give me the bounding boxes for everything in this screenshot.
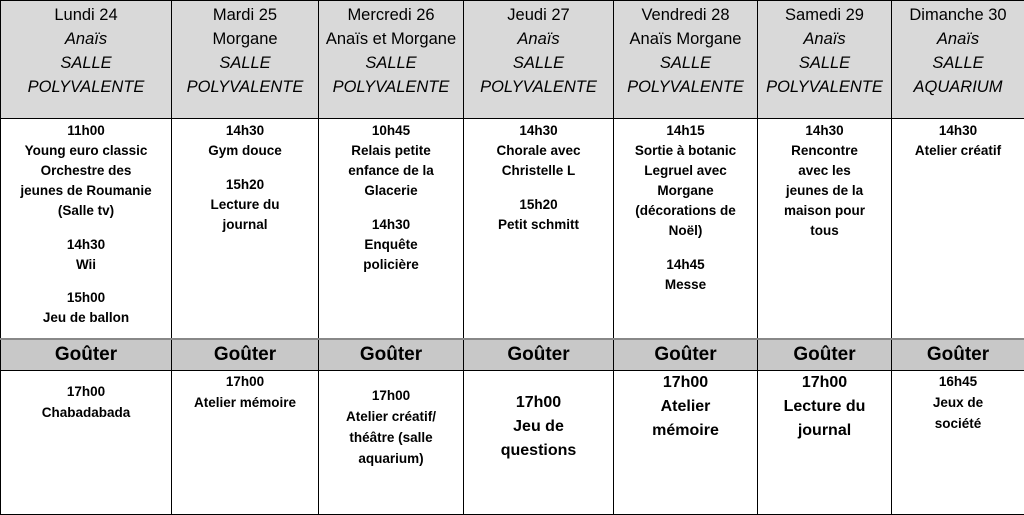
room-line: SALLE: [321, 51, 461, 75]
day-header-friday: [614, 1, 758, 119]
room-line: SALLE: [174, 51, 316, 75]
activity-line: policière: [321, 255, 461, 275]
activity-line: 14h15: [616, 121, 755, 141]
activity-line: maison pour: [760, 201, 889, 221]
gouter-row: [1, 339, 1024, 371]
activity-line: 17h00: [466, 391, 611, 415]
afternoon-thursday: [464, 370, 614, 514]
activity-line: Atelier créatif: [894, 141, 1022, 161]
spacer: [616, 241, 755, 255]
day-header-wednesday: [319, 1, 464, 119]
activity-line: mémoire: [616, 419, 755, 443]
activity-line: 14h30: [894, 121, 1022, 141]
activity-line: 14h30: [466, 121, 611, 141]
activity-line: (décorations de: [616, 201, 755, 221]
activity-line: 16h45: [894, 371, 1022, 392]
day-header-saturday: [758, 1, 892, 119]
activity-line: 14h45: [616, 255, 755, 275]
spacer: [321, 201, 461, 215]
activity-line: Rencontre: [760, 141, 889, 161]
activities-friday: [614, 119, 758, 339]
activity-line: Jeu de ballon: [3, 308, 169, 328]
activity-line: Orchestre des: [3, 161, 169, 181]
room-line: POLYVALENTE: [616, 75, 755, 99]
activity-line: journal: [174, 215, 316, 235]
day-header-thursday: [464, 1, 614, 119]
day-name: Dimanche 30: [894, 3, 1022, 27]
activity-line: Chabadabada: [3, 402, 169, 423]
day-header-sunday: [892, 1, 1024, 119]
activities-row: [1, 119, 1024, 339]
activity-line: Enquête: [321, 235, 461, 255]
activity-line: Atelier: [616, 395, 755, 419]
staff-name: Anaïs: [3, 27, 169, 51]
room-line: POLYVALENTE: [760, 75, 889, 99]
activities-saturday: [758, 119, 892, 339]
activity-line: journal: [760, 419, 889, 443]
activity-line: (Salle tv): [3, 201, 169, 221]
activity-line: société: [894, 413, 1022, 434]
activities-thursday: [464, 119, 614, 339]
day-name: Vendredi 28: [616, 3, 755, 27]
activity-line: Jeux de: [894, 392, 1022, 413]
activity-line: 17h00: [321, 385, 461, 406]
activity-line: Young euro classic: [3, 141, 169, 161]
room-line: SALLE: [3, 51, 169, 75]
spacer: [174, 161, 316, 175]
activity-line: tous: [760, 221, 889, 241]
day-header-monday: [1, 1, 172, 119]
activity-line: 11h00: [3, 121, 169, 141]
activity-line: 17h00: [174, 371, 316, 392]
gouter-label: Goûter: [614, 339, 758, 371]
room-line: SALLE: [894, 51, 1022, 75]
activity-line: Glacerie: [321, 181, 461, 201]
activity-line: Morgane: [616, 181, 755, 201]
room-line: POLYVALENTE: [3, 75, 169, 99]
gouter-label: Goûter: [758, 339, 892, 371]
activity-line: Sortie à botanic: [616, 141, 755, 161]
spacer: [3, 221, 169, 235]
activity-line: 15h00: [3, 288, 169, 308]
day-name: Jeudi 27: [466, 3, 611, 27]
day-name: Lundi 24: [3, 3, 169, 27]
activity-line: Gym douce: [174, 141, 316, 161]
room-line: POLYVALENTE: [321, 75, 461, 99]
activity-line: Christelle L: [466, 161, 611, 181]
room-line: SALLE: [616, 51, 755, 75]
activity-line: Atelier créatif/: [321, 406, 461, 427]
activity-line: Lecture du: [760, 395, 889, 419]
staff-name: Anaïs: [466, 27, 611, 51]
day-header-row: [1, 1, 1024, 119]
activity-line: 14h30: [321, 215, 461, 235]
spacer: [3, 275, 169, 289]
gouter-label: Goûter: [172, 339, 319, 371]
day-name: Mardi 25: [174, 3, 316, 27]
activity-line: avec les: [760, 161, 889, 181]
staff-name: Morgane: [174, 27, 316, 51]
activity-line: Jeu de: [466, 415, 611, 439]
activity-line: jeunes de Roumanie: [3, 181, 169, 201]
room-line: SALLE: [760, 51, 889, 75]
activity-line: jeunes de la: [760, 181, 889, 201]
activity-line: enfance de la: [321, 161, 461, 181]
activity-line: Messe: [616, 275, 755, 295]
spacer: [466, 181, 611, 195]
activity-line: théâtre (salle: [321, 427, 461, 448]
gouter-label: Goûter: [892, 339, 1024, 371]
gouter-label: Goûter: [464, 339, 614, 371]
activity-line: 17h00: [3, 381, 169, 402]
activities-wednesday: [319, 119, 464, 339]
activity-line: aquarium): [321, 448, 461, 469]
activities-sunday: [892, 119, 1024, 339]
activity-line: 15h20: [466, 195, 611, 215]
gouter-label: Goûter: [319, 339, 464, 371]
activity-line: Chorale avec: [466, 141, 611, 161]
afternoon-saturday: [758, 370, 892, 514]
staff-name: Anaïs Morgane: [616, 27, 755, 51]
activity-line: Atelier mémoire: [174, 392, 316, 413]
afternoon-monday: [1, 370, 172, 514]
activity-line: 14h30: [174, 121, 316, 141]
activity-line: Petit schmitt: [466, 215, 611, 235]
activity-line: 14h30: [3, 235, 169, 255]
activity-line: 17h00: [760, 371, 889, 395]
staff-name: Anaïs et Morgane: [321, 27, 461, 51]
room-line: POLYVALENTE: [466, 75, 611, 99]
gouter-label: Goûter: [1, 339, 172, 371]
afternoon-row: [1, 370, 1024, 514]
afternoon-friday: [614, 370, 758, 514]
activity-line: Lecture du: [174, 195, 316, 215]
activities-tuesday: [172, 119, 319, 339]
activities-monday: [1, 119, 172, 339]
activity-line: 17h00: [616, 371, 755, 395]
activity-line: Relais petite: [321, 141, 461, 161]
room-line: SALLE: [466, 51, 611, 75]
afternoon-sunday: [892, 370, 1024, 514]
staff-name: Anaïs: [760, 27, 889, 51]
activity-line: Wii: [3, 255, 169, 275]
staff-name: Anaïs: [894, 27, 1022, 51]
activity-line: 14h30: [760, 121, 889, 141]
afternoon-tuesday: [172, 370, 319, 514]
activity-line: Noël): [616, 221, 755, 241]
day-name: Samedi 29: [760, 3, 889, 27]
afternoon-wednesday: [319, 370, 464, 514]
room-line: POLYVALENTE: [174, 75, 316, 99]
activity-line: Legruel avec: [616, 161, 755, 181]
room-line: AQUARIUM: [894, 75, 1022, 99]
activity-line: 15h20: [174, 175, 316, 195]
day-header-tuesday: [172, 1, 319, 119]
day-name: Mercredi 26: [321, 3, 461, 27]
activity-line: 10h45: [321, 121, 461, 141]
activity-line: questions: [466, 439, 611, 463]
